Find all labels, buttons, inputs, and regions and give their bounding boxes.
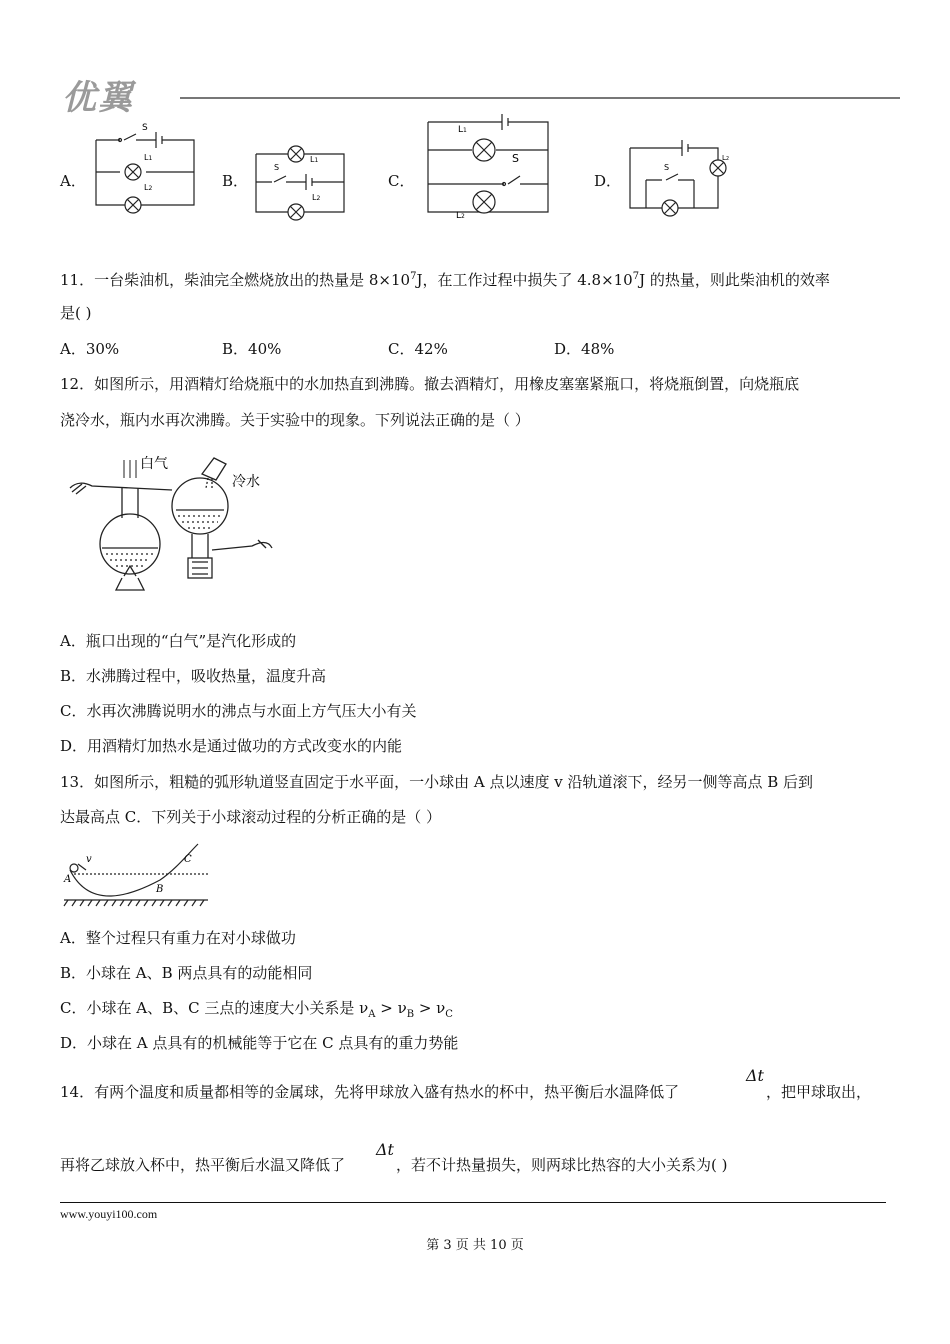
- q11-option-a: A．30%: [60, 340, 120, 358]
- q13-track-figure: [60, 840, 210, 910]
- footer-url[interactable]: www.youyi100.com: [60, 1207, 158, 1221]
- svg-text:L1: L1: [144, 153, 153, 162]
- q12-option-b: B．水沸腾过程中，吸收热量，温度升高: [60, 667, 327, 685]
- q13-option-b: B．小球在 A、B 两点具有的动能相同: [60, 964, 313, 982]
- q10-option-c-label: C．: [388, 172, 415, 190]
- q10-circuit-d: [624, 136, 728, 218]
- svg-text:L2: L2: [312, 193, 321, 202]
- q13-stem-line2: 达最高点 C．下列关于小球滚动过程的分析正确的是（ ）: [60, 808, 442, 826]
- svg-text:L1: L1: [310, 155, 319, 164]
- q12-option-d: D．用酒精灯加热水是通过做功的方式改变水的内能: [60, 737, 403, 755]
- q10-circuit-b: [250, 140, 350, 220]
- q10-circuit-c: [420, 102, 555, 220]
- q10-option-b-label: B．: [222, 172, 249, 190]
- q14-stem-line2: 再将乙球放入杯中，热平衡后水温又降低了: [60, 1156, 346, 1174]
- svg-text:L1: L1: [458, 125, 467, 135]
- svg-text:v: v: [86, 854, 92, 865]
- svg-text:C: C: [184, 854, 192, 865]
- q11-stem-line2: 是( ): [60, 304, 92, 322]
- svg-text:L2: L2: [456, 211, 465, 221]
- q11-option-d: D．48%: [554, 340, 615, 358]
- svg-text:A: A: [64, 874, 72, 885]
- q13-stem-line1: 13．如图所示，粗糙的弧形轨道竖直固定于水平面，一小球由 A 点以速度 v 沿轨道滚下，经另一侧等高点 B 后到: [60, 773, 814, 791]
- q12-flask-figure: [62, 448, 282, 596]
- svg-text:L2: L2: [144, 183, 153, 192]
- q14-delta-t-1: Δt: [746, 1066, 764, 1085]
- svg-text:S: S: [512, 152, 519, 165]
- svg-text:B: B: [156, 884, 164, 895]
- q10-option-a-label: A．: [60, 172, 86, 190]
- q14-stem-line2-end: ，若不计热量损失，则两球比热容的大小关系为( ): [396, 1156, 728, 1174]
- q14-stem-line1-end: ，把甲球取出，: [766, 1083, 872, 1101]
- svg-text:S: S: [664, 163, 670, 172]
- q11-option-c: C．42%: [388, 340, 448, 358]
- header-divider: [180, 97, 900, 99]
- circuit-a-s-label: S: [142, 123, 148, 133]
- q14-delta-t-2: Δt: [376, 1140, 394, 1159]
- fig-label-steam: 白气: [140, 456, 168, 472]
- fig-label-cold-water: 冷水: [232, 474, 260, 490]
- q11-option-b: B．40%: [222, 340, 282, 358]
- footer-divider: [60, 1202, 886, 1203]
- q12-stem-line2: 浇冷水，瓶内水再次沸腾。关于实验中的现象。下列说法正确的是（ ）: [60, 411, 530, 429]
- q11-stem: 11．一台柴油机，柴油完全燃烧放出的热量是 $8\times 10^7J$，在工作过程中损失了 $4.8\times 10^7J$ 的热量，则此柴油机的效率: [60, 271, 830, 289]
- q12-option-c: C．水再次沸腾说明水的沸点与水面上方气压大小有关: [60, 702, 417, 720]
- q13-option-d: D．小球在 A 点具有的机械能等于它在 C 点具有的重力势能: [60, 1034, 459, 1052]
- svg-text:L2: L2: [722, 154, 730, 162]
- q12-option-a: A．瓶口出现的“白气”是汽化形成的: [60, 632, 297, 650]
- q10-circuit-a: [90, 120, 200, 215]
- q13-option-c: C．小球在 A、B、C 三点的速度大小关系是 $\nu_A > \nu_B > \nu_C$: [60, 999, 453, 1020]
- q12-stem-line1: 12．如图所示，用酒精灯给烧瓶中的水加热直到沸腾。撤去酒精灯，用橡皮塞塞紧瓶口，将烧瓶倒置，向烧瓶底: [60, 375, 800, 393]
- svg-text:S: S: [274, 163, 280, 172]
- q10-option-d-label: D．: [594, 172, 622, 190]
- q14-stem-line1: 14．有两个温度和质量都相等的金属球，先将甲球放入盛有热水的杯中，热平衡后水温降低了: [60, 1083, 680, 1101]
- brand-logo: 优翼: [62, 78, 134, 118]
- q13-option-a: A．整个过程只有重力在对小球做功: [60, 929, 296, 947]
- page-number: 第 3 页 共 10 页: [426, 1238, 524, 1253]
